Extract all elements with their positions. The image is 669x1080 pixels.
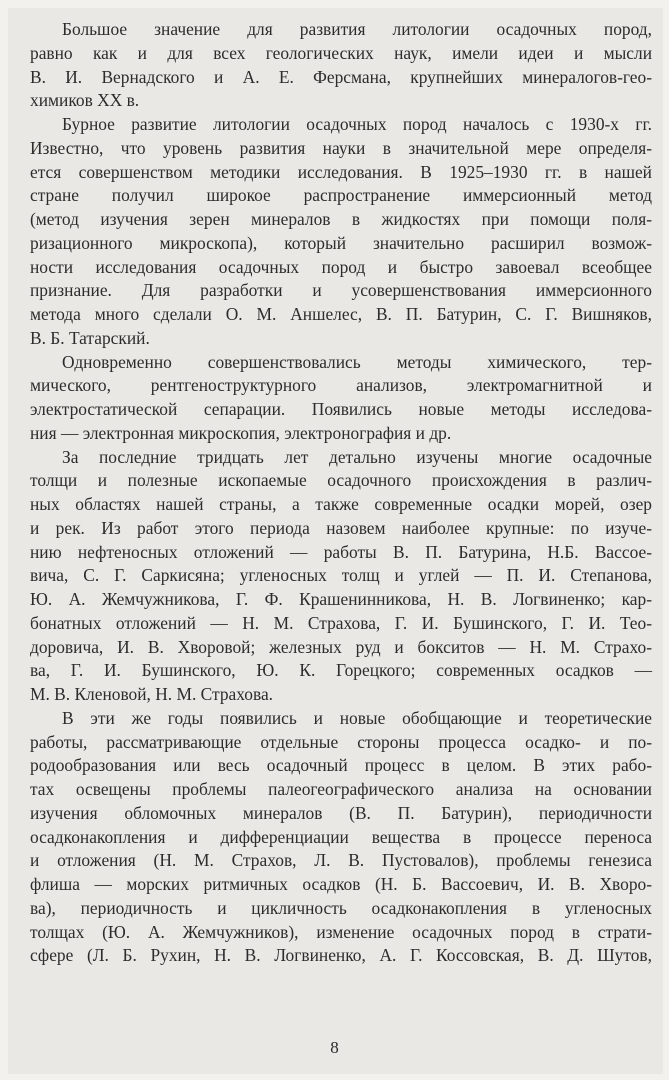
- text-line: признание. Для разработки и усовершенствования иммерсионного: [30, 280, 652, 301]
- text-line: родообразования или весь осадочный процесс в целом. В этих рабо-: [30, 755, 652, 776]
- body-text: [30, 18, 652, 968]
- paragraph: [30, 446, 652, 707]
- text-line: бонатных отложений — Н. М. Страхова, Г. И. Бушинского, Г. И. Тео-: [30, 612, 652, 633]
- text-line: В. И. Вернадского и А. Е. Ферсмана, крупнейших минералогов-гео-: [30, 66, 652, 87]
- text-line: осадконакопления и дифференциации вещества в процессе переноса: [30, 826, 652, 847]
- text-line: мического, рентгеноструктурного анализов, электромагнитной и: [30, 375, 652, 396]
- text-line: В. Б. Татарский.: [30, 327, 150, 348]
- text-line: изучения обломочных минералов (В. П. Батурин), периодичности: [30, 802, 652, 823]
- text-line: Одновременно совершенствовались методы химического, тер-: [62, 351, 652, 372]
- text-line: толщах (Ю. А. Жемчужников), изменение осадочных пород в страти-: [30, 921, 652, 942]
- text-line: нию нефтеносных отложений — работы В. П. Батурина, Н.Б. Вассое-: [30, 541, 652, 562]
- text-line: ности исследования осадочных пород и быстро завоевал всеобщее: [30, 256, 652, 277]
- text-line: ва), периодичность и цикличность осадконакопления в угленосных: [30, 897, 652, 918]
- text-line: Ю. А. Жемчужникова, Г. Ф. Крашенинникова, Н. В. Логвиненко; кар-: [30, 589, 652, 609]
- text-line: ния — электронная микроскопия, электронография и др.: [30, 422, 452, 443]
- paragraph: [30, 707, 652, 968]
- text-line: работы, рассматривающие отдельные стороны процесса осадко- и по-: [30, 731, 652, 752]
- text-line: стране получил широкое распространение иммерсионный метод: [30, 185, 652, 206]
- text-line: электростатической сепарации. Появились новые методы исследова-: [30, 399, 652, 419]
- paragraph: [30, 18, 652, 113]
- book-page: [8, 8, 663, 1074]
- text-line: Бурное развитие литологии осадочных пород началось с 1930-х гг.: [62, 114, 652, 134]
- text-line: ризационного микроскопа), который значительно расширил возмож-: [30, 232, 652, 253]
- text-line: толщи и полезные ископаемые осадочного происхождения в различ-: [30, 470, 652, 491]
- text-line: флиша — морских ритмичных осадков (Н. Б. Вассоевич, И. В. Хворо-: [30, 874, 652, 894]
- text-line: химиков XX в.: [30, 90, 140, 111]
- paragraph: [30, 113, 652, 351]
- text-line: вича, С. Г. Саркисяна; угленосных толщ и углей — П. И. Степанова,: [30, 565, 652, 586]
- text-line: метода много сделали О. М. Аншелес, В. П. Батурин, С. Г. Вишняков,: [30, 304, 652, 324]
- text-line: За последние тридцать лет детально изучены многие осадочные: [62, 446, 652, 467]
- page-number: 8: [330, 1038, 339, 1057]
- text-line: равно как и для всех геологических наук, имели идеи и мысли: [30, 42, 652, 63]
- text-line: М. В. Кленовой, Н. М. Страхова.: [30, 684, 274, 704]
- text-line: тах освещены проблемы палеогеографического анализа на основании: [30, 779, 652, 799]
- text-line: ется совершенством методики исследования. В 1925–1930 гг. в нашей: [30, 161, 652, 182]
- text-line: Известно, что уровень развития науки в значительной мере определя-: [30, 137, 652, 158]
- paragraph: [30, 351, 652, 446]
- text-line: В эти же годы появились и новые обобщающие и теоретические: [62, 707, 652, 728]
- text-line: доровича, И. В. Хворовой; железных руд и бокситов — Н. М. Страхо-: [30, 636, 652, 657]
- text-line: (метод изучения зерен минералов в жидкостях при помощи поля-: [30, 209, 652, 229]
- text-line: сфере (Л. Б. Рухин, Н. В. Логвиненко, А. Г. Коссовская, В. Д. Шутов,: [30, 945, 652, 966]
- text-line: и рек. Из работ этого периода назовем наиболее крупные: по изуче-: [30, 517, 652, 538]
- text-line: Большое значение для развития литологии осадочных пород,: [62, 19, 652, 39]
- text-line: ных областях нашей страны, а также современные осадки морей, озер: [30, 494, 652, 514]
- text-line: ва, Г. И. Бушинского, Ю. К. Горецкого; современных осадков —: [30, 660, 652, 681]
- text-line: и отложения (Н. М. Страхов, Л. В. Пустовалов), проблемы генезиса: [30, 850, 652, 871]
